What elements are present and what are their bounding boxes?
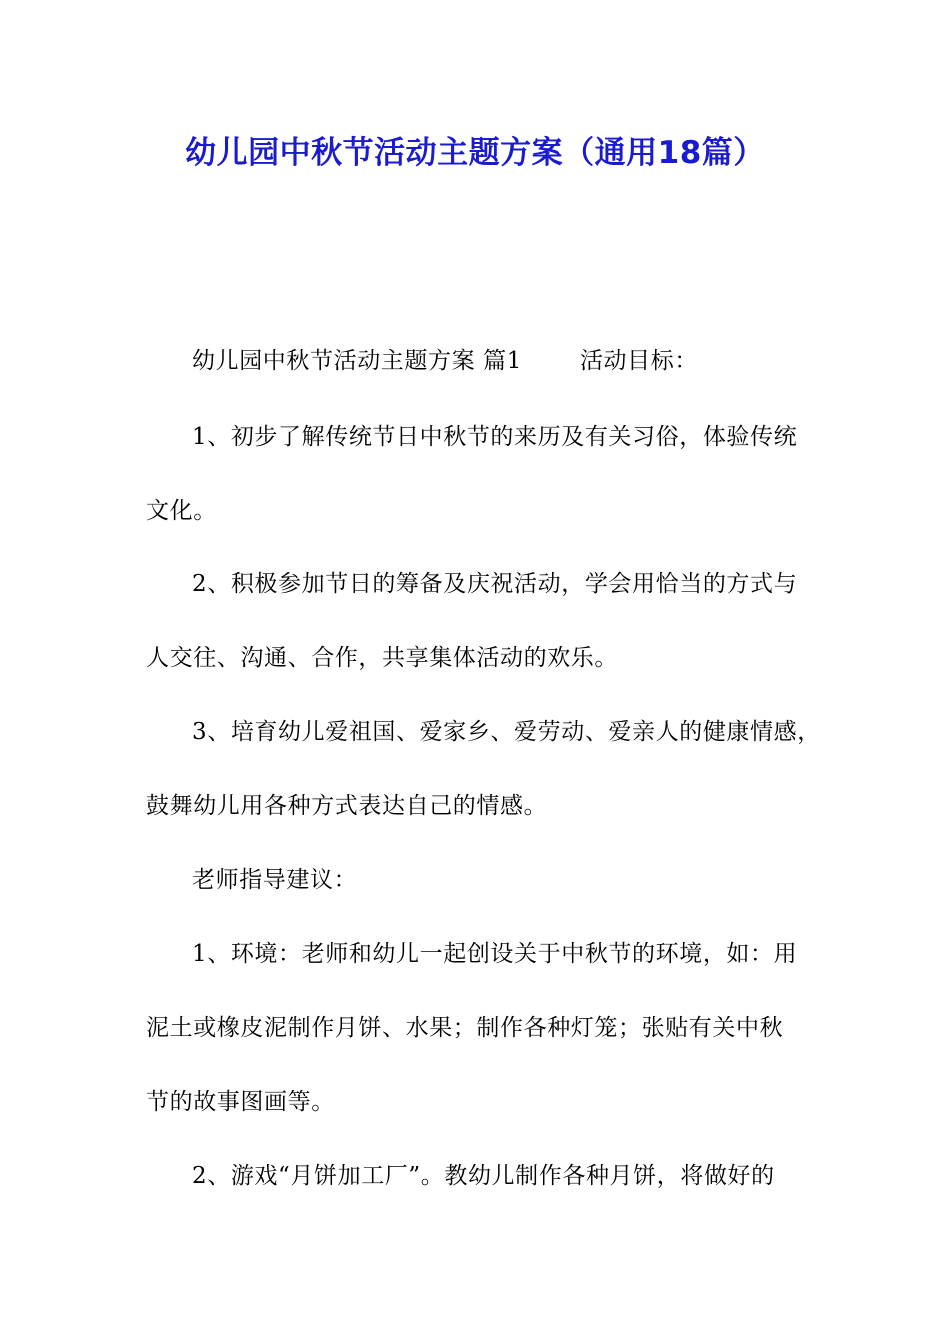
paragraph-line: 人交往、沟通、合作，共享集体活动的欢乐。 bbox=[146, 645, 618, 671]
section-heading: 幼儿园中秋节活动主题方案 篇1 bbox=[192, 348, 522, 374]
paragraph-line: 1、环境：老师和幼儿一起创设关于中秋节的环境，如：用 bbox=[192, 941, 798, 967]
activity-goals-label: 活动目标： bbox=[579, 348, 698, 374]
document-title: 幼儿园中秋节活动主题方案（通用18篇） bbox=[185, 135, 765, 171]
paragraph-line: 文化。 bbox=[146, 498, 217, 524]
paragraph-line: 鼓舞幼儿用各种方式表达自己的情感。 bbox=[146, 793, 548, 819]
paragraph-line: 2、游戏“月饼加工厂”。教幼儿制作各种月饼，将做好的 bbox=[192, 1163, 775, 1189]
paragraph-line: 3、培育幼儿爱祖国、爱家乡、爱劳动、爱亲人的健康情感， bbox=[192, 719, 821, 745]
paragraph-line: 1、初步了解传统节日中秋节的来历及有关习俗，体验传统 bbox=[192, 424, 798, 450]
paragraph-line: 节的故事图画等。 bbox=[146, 1089, 335, 1115]
paragraph-line: 老师指导建议： bbox=[192, 867, 358, 893]
paragraph-line: 泥土或橡皮泥制作月饼、水果；制作各种灯笼；张贴有关中秋 bbox=[146, 1015, 784, 1041]
section-heading-line bbox=[192, 346, 698, 376]
paragraph-line: 2、积极参加节日的筹备及庆祝活动，学会用恰当的方式与 bbox=[192, 571, 798, 597]
